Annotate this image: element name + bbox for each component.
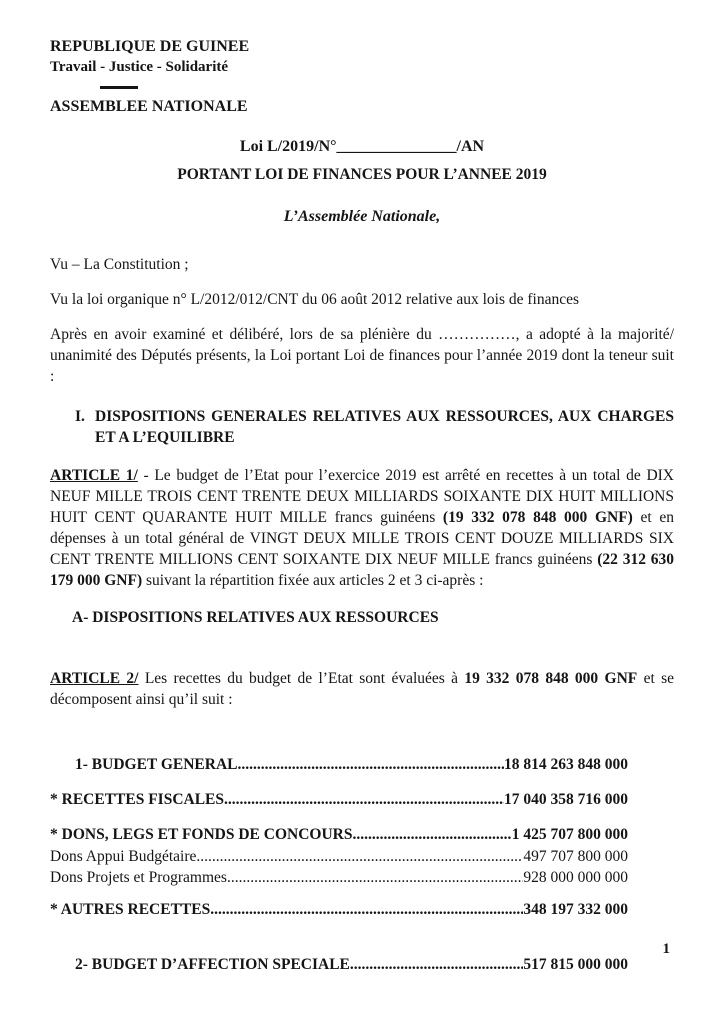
dot-leader — [227, 867, 523, 888]
budget-line-affection-speciale — [50, 954, 628, 975]
article-2-text-2: et se décomposent ainsi qu’il suit : — [50, 670, 674, 708]
article-2-paragraph — [50, 668, 674, 710]
budget-line-budget-general — [50, 754, 628, 775]
dot-leader — [210, 899, 523, 920]
budget-line-amount: 928 000 000 000 — [523, 869, 628, 886]
section-a-heading: A- DISPOSITIONS RELATIVES AUX RESSOURCES — [72, 609, 439, 626]
law-number-line — [50, 136, 674, 157]
dot-leader — [350, 954, 523, 975]
budget-line-label: Dons Projets et Programmes — [50, 869, 227, 886]
budget-line-label: 2- BUDGET D’AFFECTION SPECIALE — [75, 956, 350, 973]
dot-leader — [238, 754, 505, 775]
budget-line-dons-projets — [50, 867, 628, 888]
preamble-adoption: Après en avoir examiné et délibéré, lors de sa plénière du ……………, a adopté à la majorité/ unanimité des Députés présents, la Loi portant Loi de finances pour l’année 2019 dont la teneur suit : — [50, 326, 674, 385]
budget-line-label: * RECETTES FISCALES — [50, 791, 225, 808]
article-1-text-3: suivant la répartition fixée aux articles 2 et 3 ci-après : — [142, 572, 484, 589]
country-name: REPUBLIQUE DE GUINEE — [50, 38, 250, 55]
budget-breakdown-list — [50, 754, 628, 975]
preamble-vu-constitution: Vu – La Constitution ; — [50, 256, 189, 273]
assembly-line: L’Assemblée Nationale, — [283, 208, 441, 225]
law-number-suffix: /AN — [456, 138, 485, 155]
budget-line-amount: 497 707 800 000 — [523, 848, 628, 865]
article-2-label: ARTICLE 2/ — [50, 670, 139, 687]
budget-line-amount: 348 197 332 000 — [523, 901, 628, 918]
budget-line-amount: 18 814 263 848 000 — [504, 756, 628, 773]
budget-line-amount: 517 815 000 000 — [523, 956, 628, 973]
budget-line-label: 1- BUDGET GENERAL — [75, 756, 238, 773]
article-2-text-1: Les recettes du budget de l’Etat sont évaluées à — [138, 670, 465, 687]
preamble-vu-loi-organique: Vu la loi organique n° L/2012/012/CNT du 06 août 2012 relative aux lois de finances — [50, 291, 580, 308]
dot-leader — [352, 824, 511, 845]
budget-line-label: * AUTRES RECETTES — [50, 901, 211, 918]
article-1-amount-depenses: (22 312 630 179 000 GNF) — [50, 551, 674, 589]
section-1-numeral: I. — [75, 408, 85, 425]
law-number-blank: _______________ — [336, 138, 457, 155]
dot-leader — [224, 789, 504, 810]
budget-line-amount: 17 040 358 716 000 — [504, 791, 628, 808]
motto-separator — [100, 86, 138, 89]
page-number: 1 — [662, 941, 670, 957]
article-1-text-2: et en dépenses à un total général de VINGT DEUX MILLE TROIS CENT DOUZE MILLIARDS SIX CENT TRENTE MILLIONS CENT SOIXANTE DIX NEUF MILLE francs guinéens — [50, 509, 674, 568]
law-number-prefix: Loi L/2019/N° — [239, 138, 337, 155]
budget-line-recettes-fiscales — [50, 789, 628, 810]
budget-line-autres-recettes — [50, 899, 628, 920]
law-title: PORTANT LOI DE FINANCES POUR L’ANNEE 2019 — [177, 166, 547, 183]
article-2-amount: 19 332 078 848 000 GNF — [464, 670, 638, 687]
budget-line-label: Dons Appui Budgétaire — [50, 848, 197, 865]
budget-line-dons-legs — [50, 824, 628, 845]
letterhead — [50, 36, 674, 117]
article-1-text-1: - Le budget de l’Etat pour l’exercice 2019 est arrêté en recettes à un total de DIX NEUF MILLE TROIS CENT TRENTE DEUX MILLIARDS SOIXANTE DIX HUIT MILLIONS HUIT CENT QUARANTE HUIT MILLE francs guinéens — [50, 467, 674, 526]
article-1-label: ARTICLE 1/ — [50, 467, 138, 484]
section-1-heading — [50, 406, 674, 448]
article-1-paragraph — [50, 465, 674, 591]
institution-name: ASSEMBLEE NATIONALE — [50, 98, 248, 115]
article-1-amount-recettes: (19 332 078 848 000 GNF) — [442, 509, 633, 526]
national-motto: Travail - Justice - Solidarité — [50, 59, 229, 75]
budget-line-amount: 1 425 707 800 000 — [511, 826, 628, 843]
dot-leader — [196, 846, 523, 867]
budget-line-label: * DONS, LEGS ET FONDS DE CONCOURS — [50, 826, 353, 843]
budget-line-dons-appui — [50, 846, 628, 867]
section-1-title: DISPOSITIONS GENERALES RELATIVES AUX RESSOURCES, AUX CHARGES ET A L’EQUILIBRE — [95, 408, 674, 446]
